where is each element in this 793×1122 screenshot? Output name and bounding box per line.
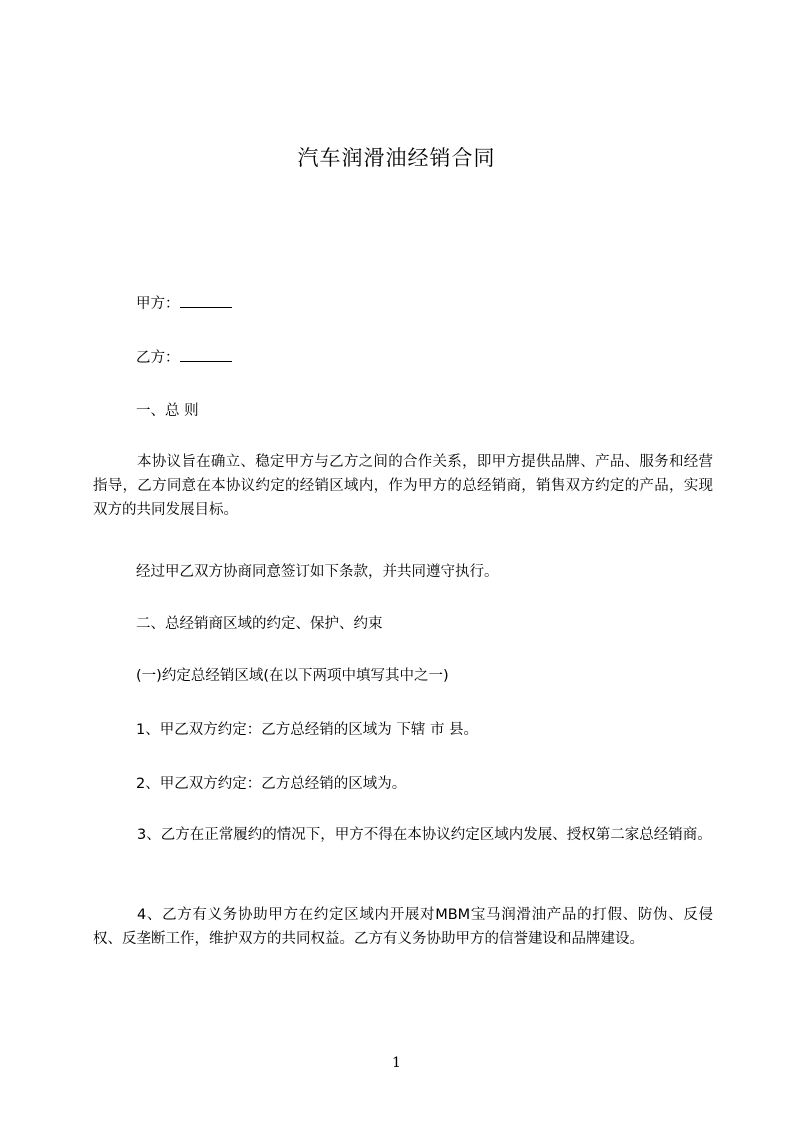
section1-heading: 一、总 则 <box>136 403 199 419</box>
clause-item-3 <box>93 823 713 847</box>
party-b-blank <box>180 347 232 362</box>
party-a-blank <box>180 293 232 308</box>
party-b-line <box>136 346 232 367</box>
section2-heading: 二、总经销商区域的约定、保护、约束 <box>136 616 383 632</box>
clause-item-4 <box>93 903 713 951</box>
clause-item-2: 2、甲乙双方约定：乙方总经销的区域为。 <box>136 776 407 792</box>
agreement-line: 经过甲乙双方协商同意签订如下条款，并共同遵守执行。 <box>136 564 499 580</box>
party-a-label: 甲方： <box>136 296 180 312</box>
section1-paragraph-text: 本协议旨在确立、稳定甲方与乙方之间的合作关系，即甲方提供品牌、产品、服务和经营指导，乙方同意在本协议约定的经销区域内，作为甲方的总经销商，销售双方约定的产品，实现双方的共同发展目标。 <box>93 454 713 518</box>
clause-item-3-text: 3、乙方在正常履约的情况下，甲方不得在本协议约定区域内发展、授权第二家总经销商。 <box>137 827 712 843</box>
clause-item-1: 1、甲乙双方约定：乙方总经销的区域为 下辖 市 县。 <box>136 722 479 738</box>
document-title: 汽车润滑油经销合同 <box>297 146 496 170</box>
section1-paragraph <box>93 450 713 522</box>
party-a-line <box>136 292 232 313</box>
subsection1-heading: (一)约定总经销区域(在以下两项中填写其中之一) <box>136 668 449 684</box>
page-number: 1 <box>392 1055 401 1071</box>
clause-item-4-text: 4、乙方有义务协助甲方在约定区域内开展对MBM宝马润滑油产品的打假、防伪、反侵权、反垄断工作，维护双方的共同权益。乙方有义务协助甲方的信誉建设和品牌建设。 <box>93 907 713 947</box>
party-b-label: 乙方： <box>136 350 180 366</box>
